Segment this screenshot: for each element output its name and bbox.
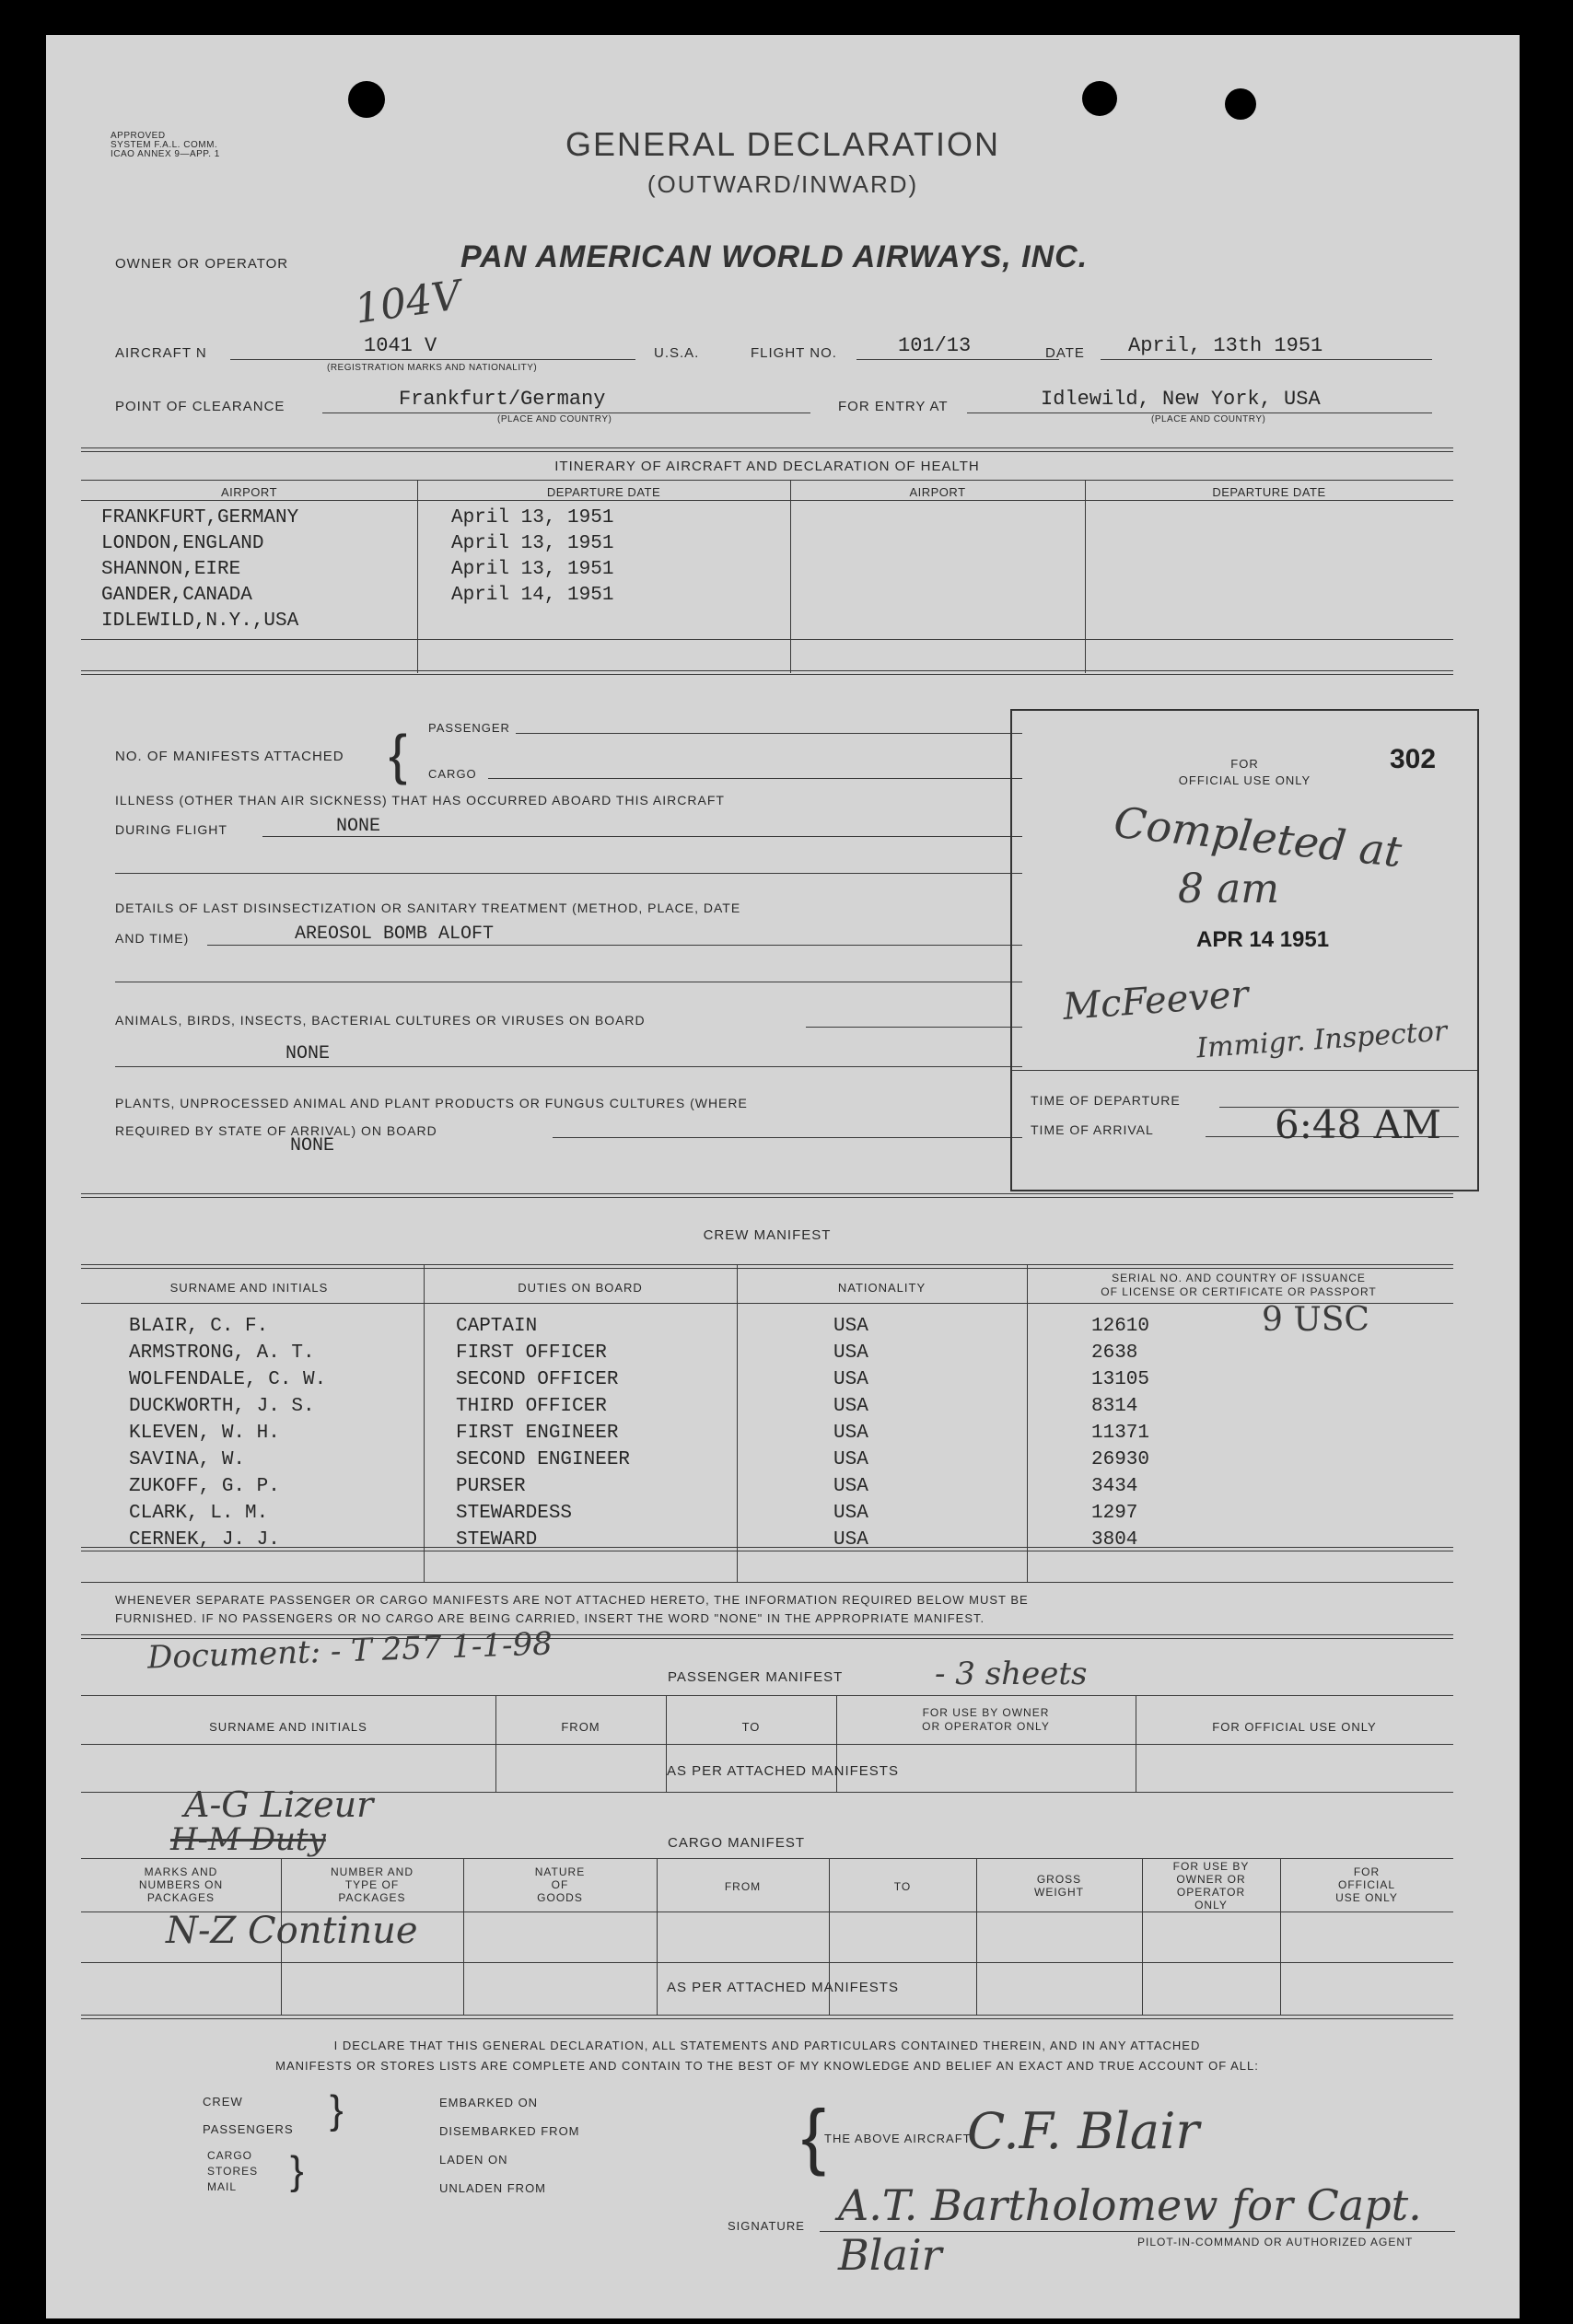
- itinerary-row: [101, 505, 298, 634]
- animals-value: NONE: [285, 1043, 331, 1064]
- illness-value: NONE: [336, 816, 381, 837]
- crew-name: CERNEK, J. J.: [129, 1529, 280, 1551]
- manifest-notice: [115, 1591, 1029, 1628]
- crew-duty: SECOND ENGINEER: [456, 1449, 631, 1470]
- date-value: April, 13th 1951: [1128, 334, 1323, 357]
- clearance-label: POINT OF CLEARANCE: [115, 399, 285, 414]
- crew-annotation: 9 USC: [1262, 1301, 1369, 1339]
- approval-note: APPROVED SYSTEM F.A.L. COMM. ICAO ANNEX 9—APP. 1: [111, 131, 220, 159]
- passenger-as-per: AS PER ATTACHED MANIFESTS: [667, 1763, 899, 1779]
- disinsect-label-2: AND TIME): [115, 931, 190, 946]
- flight-label: FLIGHT NO.: [751, 345, 837, 361]
- itinerary-title: ITINERARY OF AIRCRAFT AND DECLARATION OF HEALTH: [554, 459, 980, 474]
- crew-name: WOLFENDALE, C. W.: [129, 1369, 327, 1390]
- crew-duty: CAPTAIN: [456, 1316, 538, 1337]
- cargo-as-per: AS PER ATTACHED MANIFESTS: [667, 1980, 899, 1995]
- clearance-value: Frankfurt/Germany: [399, 388, 606, 411]
- cargo-header-number: NUMBER AND TYPE OF PACKAGES: [330, 1865, 414, 1904]
- itinerary-airport: LONDON,ENGLAND: [101, 533, 264, 554]
- punch-hole: [1082, 81, 1117, 116]
- crew-duties: [456, 1313, 630, 1553]
- crew-header-serial-2: OF LICENSE OR CERTIFICATE OR PASSPORT: [1101, 1285, 1377, 1298]
- itinerary-header-date-2: DEPARTURE DATE: [1212, 485, 1326, 499]
- itinerary-header-airport: AIRPORT: [220, 485, 278, 499]
- declaration-categories-2: CARGO STORES MAIL: [207, 2149, 259, 2193]
- registration-sublabel: (REGISTRATION MARKS AND NATIONALITY): [327, 363, 538, 373]
- itinerary-airport: GANDER,CANADA: [101, 585, 252, 606]
- crew-name: CLARK, L. M.: [129, 1503, 269, 1524]
- itinerary-airport: IDLEWILD,N.Y.,USA: [101, 610, 299, 632]
- signature-label: SIGNATURE: [728, 2219, 805, 2233]
- official-number: 302: [1390, 744, 1437, 774]
- cargo-header-weight: GROSS WEIGHT: [1034, 1873, 1084, 1899]
- crew-nationality: USA: [833, 1342, 868, 1364]
- crew-duty: STEWARDESS: [456, 1503, 573, 1524]
- aircraft-label: AIRCRAFT N: [115, 345, 207, 361]
- official-label-2: OFFICIAL USE ONLY: [1178, 773, 1311, 787]
- official-use-box: [1010, 709, 1479, 1191]
- declaration-movements: EMBARKED ON DISEMBARKED FROM LADEN ON UNLADEN FROM: [439, 2096, 580, 2195]
- crew-nationality: USA: [833, 1316, 868, 1337]
- inspector-title: Immigr. Inspector: [1195, 1015, 1449, 1065]
- illness-label: ILLNESS (OTHER THAN AIR SICKNESS) THAT HAS OCCURRED ABOARD THIS AIRCRAFT: [115, 793, 725, 808]
- crew-nationality: USA: [833, 1529, 868, 1551]
- cargo-count-label: CARGO: [428, 767, 477, 781]
- declaration-text-2: MANIFESTS OR STORES LISTS ARE COMPLETE AND CONTAIN TO THE BEST OF MY KNOWLEDGE AND BELIEF AN EXACT AND TRUE ACCOUNT OF ALL:: [275, 2059, 1259, 2073]
- handwritten-sheets: - 3 sheets: [935, 1656, 1088, 1692]
- crew-serials: [1091, 1313, 1149, 1553]
- crew-serial: 11371: [1091, 1423, 1150, 1444]
- cargo-header-to: TO: [893, 1880, 912, 1893]
- flight-value: 101/13: [898, 334, 972, 357]
- crew-header-duty: DUTIES ON BOARD: [518, 1281, 643, 1295]
- cargo-header-from: FROM: [724, 1880, 762, 1893]
- aircraft-value: 1041 V: [364, 334, 437, 357]
- inspector-signature: McFeever: [1061, 973, 1251, 1028]
- owner-label: OWNER OR OPERATOR: [115, 256, 289, 272]
- crew-header-name: SURNAME AND INITIALS: [169, 1281, 329, 1295]
- crew-serial: 12610: [1091, 1316, 1150, 1337]
- crew-nationality: USA: [833, 1423, 868, 1444]
- handwritten-cargo-row: N-Z Continue: [166, 1910, 418, 1952]
- crew-names: [129, 1313, 326, 1553]
- plants-label-2: REQUIRED BY STATE OF ARRIVAL) ON BOARD: [115, 1123, 437, 1138]
- itinerary-date: April 13, 1951: [451, 533, 614, 554]
- crew-serial: 8314: [1091, 1396, 1138, 1417]
- passenger-header-owner: FOR USE BY OWNER: [922, 1706, 1050, 1719]
- pilot-label: PILOT-IN-COMMAND OR AUTHORIZED AGENT: [1137, 2236, 1414, 2248]
- arrival-time-value: 6:48 AM: [1275, 1102, 1442, 1147]
- itinerary-header-date: DEPARTURE DATE: [546, 485, 661, 499]
- arrival-time-label: TIME OF ARRIVAL: [1031, 1122, 1154, 1137]
- crew-duty: THIRD OFFICER: [456, 1396, 607, 1417]
- cargo-header-official: FOR OFFICIAL USE ONLY: [1335, 1865, 1398, 1904]
- crew-header-serial: SERIAL NO. AND COUNTRY OF ISSUANCE: [1112, 1272, 1366, 1284]
- crew-serial: 13105: [1091, 1369, 1150, 1390]
- date-stamp: APR 14 1951: [1196, 927, 1330, 952]
- itinerary-airport: SHANNON,EIRE: [101, 559, 241, 580]
- cargo-header-owner: FOR USE BY OWNER OR OPERATOR ONLY: [1172, 1860, 1250, 1911]
- crew-duty: SECOND OFFICER: [456, 1369, 619, 1390]
- declaration-text: I DECLARE THAT THIS GENERAL DECLARATION, ALL STATEMENTS AND PARTICULARS CONTAINED THEREIN, AND IN ANY ATTACHED: [333, 2039, 1201, 2052]
- crew-serial: 3804: [1091, 1529, 1138, 1551]
- crew-name: ZUKOFF, G. P.: [129, 1476, 280, 1497]
- agent-signature: A.T. Bartholomew for Capt. Blair: [838, 2180, 1422, 2280]
- cargo-header-marks: MARKS AND NUMBERS ON PACKAGES: [138, 1865, 224, 1904]
- crew-duty: FIRST ENGINEER: [456, 1423, 619, 1444]
- passenger-count-label: PASSENGER: [428, 721, 510, 735]
- notice-line: FURNISHED. IF NO PASSENGERS OR NO CARGO ARE BEING CARRIED, INSERT THE WORD "NONE" IN THE APPROPRIATE MANIFEST.: [115, 1611, 985, 1625]
- plants-value: NONE: [290, 1135, 335, 1156]
- crew-nationality: USA: [833, 1503, 868, 1524]
- crew-name: BLAIR, C. F.: [129, 1316, 269, 1337]
- disinsect-label: DETAILS OF LAST DISINSECTIZATION OR SANITARY TREATMENT (METHOD, PLACE, DATE: [115, 901, 741, 915]
- handwritten-document-ref: Document: - T 257 1-1-98: [146, 1625, 553, 1677]
- passenger-header-to: TO: [741, 1720, 761, 1734]
- passenger-header-owner-2: OR OPERATOR ONLY: [922, 1720, 1050, 1733]
- entry-value: Idlewild, New York, USA: [1041, 388, 1321, 411]
- crew-duty: PURSER: [456, 1476, 526, 1497]
- crew-name: ARMSTRONG, A. T.: [129, 1342, 315, 1364]
- passenger-header-from: FROM: [561, 1720, 600, 1734]
- clearance-sublabel: (PLACE AND COUNTRY): [497, 414, 612, 424]
- declaration-categories: CREW PASSENGERS: [203, 2095, 294, 2136]
- handwritten-time: 8 am: [1178, 866, 1279, 912]
- punch-hole: [1225, 88, 1256, 120]
- crew-serial: 1297: [1091, 1503, 1138, 1524]
- passenger-header-official: FOR OFFICIAL USE ONLY: [1212, 1720, 1377, 1734]
- crew-header-nationality: NATIONALITY: [837, 1281, 926, 1295]
- captain-signature: C.F. Blair: [967, 2102, 1200, 2160]
- departure-time-label: TIME OF DEPARTURE: [1031, 1093, 1181, 1108]
- illness-label-2: DURING FLIGHT: [115, 822, 227, 837]
- crew-name: DUCKWORTH, J. S.: [129, 1396, 315, 1417]
- notice-line: WHENEVER SEPARATE PASSENGER OR CARGO MANIFESTS ARE NOT ATTACHED HERETO, THE INFORMATION REQUIRED BELOW MUST BE: [115, 1593, 1029, 1607]
- itinerary-airport: FRANKFURT,GERMANY: [101, 507, 299, 529]
- owner-value: PAN AMERICAN WORLD AIRWAYS, INC.: [460, 239, 1089, 274]
- handwritten-cargo-1: A-G Lizeur: [184, 1784, 374, 1825]
- crew-nationality: USA: [833, 1396, 868, 1417]
- itinerary-date: April 13, 1951: [451, 559, 614, 580]
- declaration-form: APPROVED SYSTEM F.A.L. COMM. ICAO ANNEX 9—APP. 1 GENERAL DECLARATION (OUTWARD/INWARD) OWNER OR OPERATOR PAN AMERICAN WORLD AIRWAYS, INC. 104V AIRCRAFT N 1041 V (REGISTRATION MARKS AND NATIONALITY) U.S.A. FLIGHT NO. 101/13 DATE April, 13th 1951 POINT OF CLEARANCE Frankfurt/Germany (PLACE AND COUNTRY) FOR ENTRY AT Idlewild, New York, USA (PLACE AND COUNTRY) ITINERARY OF AIRCRAFT AND DECLARATION OF HEALTH AIRPORT DEPARTURE DATE AIRPORT DEPARTURE DATE FRANKFURT,GERMANY LONDON,ENGLAND SHANNON,EIRE GANDER,CANADA IDLEWILD,N.Y.,USA April 13, 1951 April 13, 1951 April 13, 1951 April 14, 1951 NO. OF MANIFESTS ATTACHED { PASSENGER CARGO ILLNESS (OTHER THAN AIR SICKNESS) THAT HAS OCCURRED ABOARD THIS AIRCRAFT DURING FLIGHT NONE DETAILS OF LAST DISINSECTIZATION OR SANITARY TREATMENT (METHOD, PLACE, DATE AND TIME) AREOSOL BOMB ALOFT ANIMALS, BIRDS, INSECTS, BACTERIAL CULTURES OR VIRUSES ON BOARD NONE PLANTS, UNPROCESSED ANIMAL AND PLANT PRODUCTS OR FUNGUS CULTURES (WHERE REQUIRED BY STATE OF ARRIVAL) ON BOARD NONE FOR OFFICIAL USE ONLY 302 Completed at 8 am APR 14 1951 McFeever Immigr. Inspector TIME OF DEPARTURE TIME OF ARRIVAL 6:48 AM CREW MANIFEST SURNAME AND INITIALS DUTIES ON BOARD NATIONALITY SERIAL NO. AND COUNTRY OF ISSUANCE OF LICENSE OR CERTIFICATE OR PASSPORT 9 USC BLAIR, C. F. ARMSTRONG, A. T. WOLFENDALE, C. W. DUCKWORTH, J. S. KLEVEN, W. H. SAVINA, W. ZUKOFF, G. P. CLARK, L. M. CERNEK, J. J. CAPTAIN FIRST OFFICER SECOND OFFICER THIRD OFFICER FIRST ENGINEER SECOND ENGINEER PURSER STEWARDESS STEWARD USA USA USA USA USA USA USA USA USA 12610 2638 13105 8314 11371 26930 3434 1297 3804 WHENEVER SEPARATE PASSENGER OR CARGO MANIFESTS ARE NOT ATTACHED HERETO, THE INFORMATION REQUIRED BELOW MUST BE FURNISHED. IF NO PASSENGERS OR NO CARGO ARE BEING CARRIED, INSERT THE WORD "NONE" IN THE APPROPRIATE MANIFEST. Document: - T 257 1-1-98 PASSENGER MANIFEST - 3 sheets SURNAME AND INITIALS FROM TO FOR USE BY OWNER OR OPERATOR ONLY FOR OFFICIAL USE ONLY AS PER ATTACHED MANIFESTS A-G Lizeur H-M Duty CARGO MANIFEST MARKS AND NUMBERS ON PACKAGES NUMBER AND TYPE OF PACKAGES NATURE OF GOODS FROM TO GROSS WEIGHT FOR USE BY OWNER OR OPERATOR ONLY FOR OFFICIAL USE ONLY N-Z Continue AS PER ATTACHED MANIFESTS I DECLARE THAT THIS GENERAL DECLARATION, ALL STATEMENTS AND PARTICULARS CONTAINED THEREIN, AND IN ANY ATTACHED MANIFESTS OR STORES LISTS ARE COMPLETE AND CONTAIN TO THE BEST OF MY KNOWLEDGE AND BELIEF AN EXACT AND TRUE ACCOUNT OF ALL: CREW PASSENGERS } CARGO STORES MAIL } EMBARKED ON DISEMBARKED FROM LADEN ON UNLADEN FROM { THE ABOVE AIRCRAFT C.F. Blair SIGNATURE A.T. Bartholomew for Capt. Blair PILOT-IN-COMMAND OR AUTHORIZED AGENT: [46, 35, 1520, 2318]
- page-title: GENERAL DECLARATION: [565, 125, 1001, 163]
- itinerary-date: April 13, 1951: [451, 507, 614, 529]
- crew-nationality: USA: [833, 1476, 868, 1497]
- entry-label: FOR ENTRY AT: [838, 399, 949, 414]
- crew-nationalities: [833, 1313, 868, 1553]
- handwritten-cargo-2: H-M Duty: [170, 1821, 326, 1858]
- passenger-title: PASSENGER MANIFEST: [668, 1669, 844, 1685]
- crew-name: KLEVEN, W. H.: [129, 1423, 280, 1444]
- plants-label: PLANTS, UNPROCESSED ANIMAL AND PLANT PRODUCTS OR FUNGUS CULTURES (WHERE: [115, 1096, 748, 1110]
- crew-name: SAVINA, W.: [129, 1449, 246, 1470]
- crew-serial: 26930: [1091, 1449, 1150, 1470]
- declaration-aircraft: THE ABOVE AIRCRAFT: [824, 2132, 972, 2145]
- crew-duty: FIRST OFFICER: [456, 1342, 607, 1364]
- date-label: DATE: [1045, 345, 1085, 361]
- itinerary-date: April 14, 1951: [451, 585, 614, 606]
- aircraft-nationality: U.S.A.: [654, 345, 700, 361]
- page-subtitle: (OUTWARD/INWARD): [647, 170, 919, 198]
- itinerary-header-airport-2: AIRPORT: [909, 485, 966, 499]
- manifests-label: NO. OF MANIFESTS ATTACHED: [115, 749, 344, 764]
- passenger-header-name: SURNAME AND INITIALS: [209, 1720, 367, 1734]
- itinerary-dates: [451, 505, 613, 609]
- entry-sublabel: (PLACE AND COUNTRY): [1151, 414, 1266, 424]
- crew-title: CREW MANIFEST: [703, 1227, 832, 1243]
- cargo-title: CARGO MANIFEST: [668, 1835, 806, 1851]
- official-label: FOR: [1230, 757, 1259, 771]
- crew-nationality: USA: [833, 1369, 868, 1390]
- crew-nationality: USA: [833, 1449, 868, 1470]
- handwritten-completed: Completed at: [1112, 796, 1404, 877]
- handwritten-registration: 104V: [352, 272, 464, 333]
- crew-duty: STEWARD: [456, 1529, 538, 1551]
- animals-label: ANIMALS, BIRDS, INSECTS, BACTERIAL CULTURES OR VIRUSES ON BOARD: [115, 1013, 646, 1028]
- punch-hole: [348, 81, 385, 118]
- crew-serial: 3434: [1091, 1476, 1138, 1497]
- disinsect-value: AREOSOL BOMB ALOFT: [295, 924, 495, 945]
- crew-serial: 2638: [1091, 1342, 1138, 1364]
- cargo-header-nature: NATURE OF GOODS: [534, 1865, 586, 1904]
